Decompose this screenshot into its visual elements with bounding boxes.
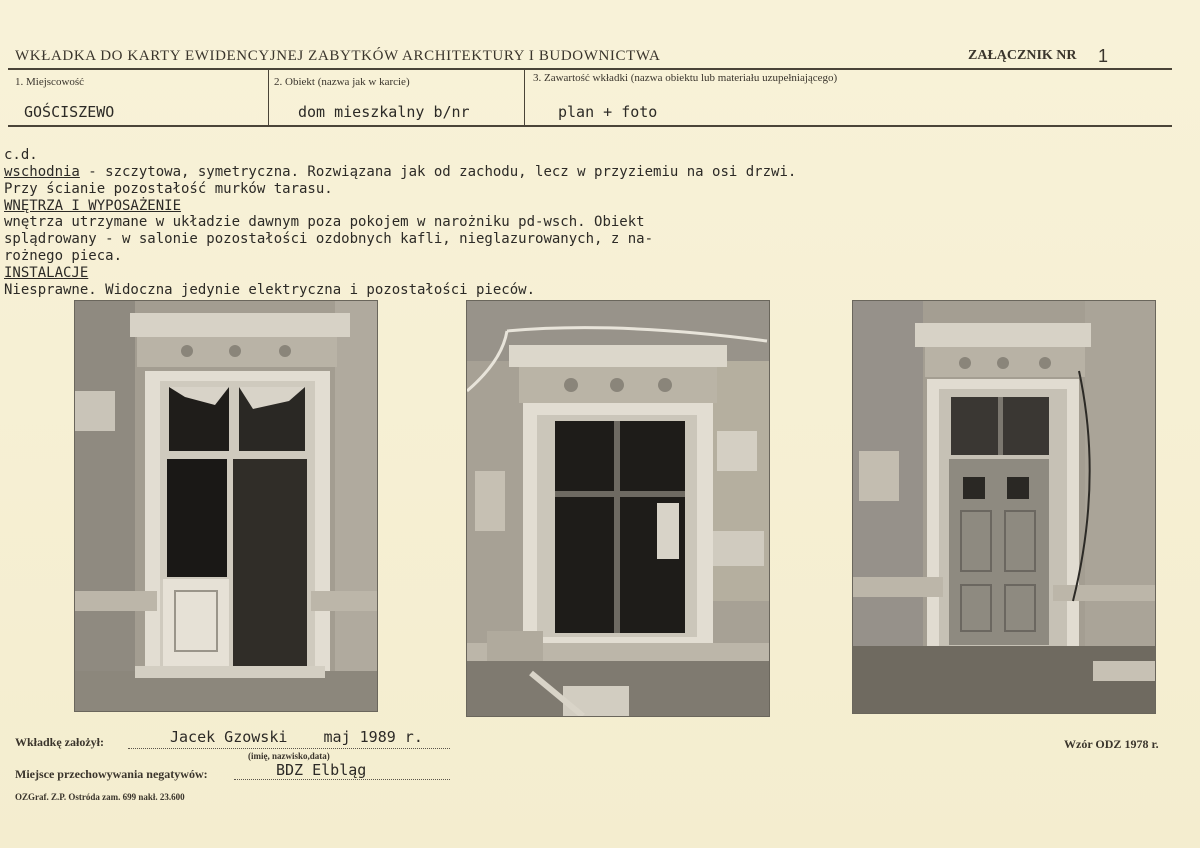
heading-installations: INSTALACJE (4, 265, 89, 281)
author-label: Wkładkę założył: (15, 735, 104, 749)
body-line-9: Niesprawne. Widoczna jedynie elektryczna i pozostałości pieców. (4, 282, 536, 298)
photo-window (466, 300, 770, 717)
heading-interiors: WNĘTRZA I WYPOSAŻENIE (4, 198, 182, 214)
object-value: dom mieszkalny b/nr (298, 103, 470, 121)
contents-value: plan + foto (558, 103, 658, 121)
body-line-1: c.d. (4, 147, 38, 163)
author-line (128, 748, 450, 749)
locality-value: GOŚCISZEWO (24, 103, 115, 121)
annex-number: 1 (1098, 46, 1109, 66)
contents-label: 3. Zawartość wkładki (nazwa obiektu lub materiału uzupełniającego) (533, 72, 838, 84)
header-rule-top (8, 68, 1172, 70)
author-value: Jacek Gzowski maj 1989 r. (170, 728, 423, 746)
form-reference: Wzór ODZ 1978 r. (1064, 737, 1159, 751)
heading-east: wschodnia (4, 164, 80, 180)
body-line-7: rożnego pieca. (4, 248, 123, 264)
body-line-2 (4, 164, 796, 181)
field-divider-2 (524, 70, 525, 126)
photo-doorway-open (74, 300, 378, 712)
body-line-5: wnętrza utrzymane w układzie dawnym poza pokojem w narożniku pd-wsch. Obiekt (4, 214, 645, 230)
header-rule-bottom (8, 125, 1172, 127)
body-line-3: Przy ścianie pozostałość murków tarasu. (4, 181, 333, 197)
object-label: 2. Obiekt (nazwa jak w karcie) (274, 76, 410, 88)
body-line-6: splądrowany - w salonie pozostałości ozdobnych kafli, nieglazurowanych, z na- (4, 231, 654, 247)
field-divider-1 (268, 70, 269, 126)
storage-line (234, 779, 450, 780)
annex-label: ZAŁĄCZNIK NR (968, 48, 1077, 63)
body-line-2-text: - szczytowa, symetryczna. Rozwiązana jak od zachodu, lecz w przyziemiu na osi drzwi. (79, 164, 797, 180)
locality-label: 1. Miejscowość (15, 76, 85, 88)
storage-label: Miejsce przechowywania negatywów: (15, 767, 208, 781)
printer-info: OZGraf. Z.P. Ostróda zam. 699 nakł. 23.600 (15, 792, 185, 802)
storage-value: BDZ Elbląg (276, 761, 367, 779)
photo-door (852, 300, 1156, 714)
form-title: WKŁADKA DO KARTY EWIDENCYJNEJ ZABYTKÓW ARCHITEKTURY I BUDOWNICTWA (15, 48, 661, 64)
author-hint: (imię, nazwisko,data) (248, 751, 330, 761)
